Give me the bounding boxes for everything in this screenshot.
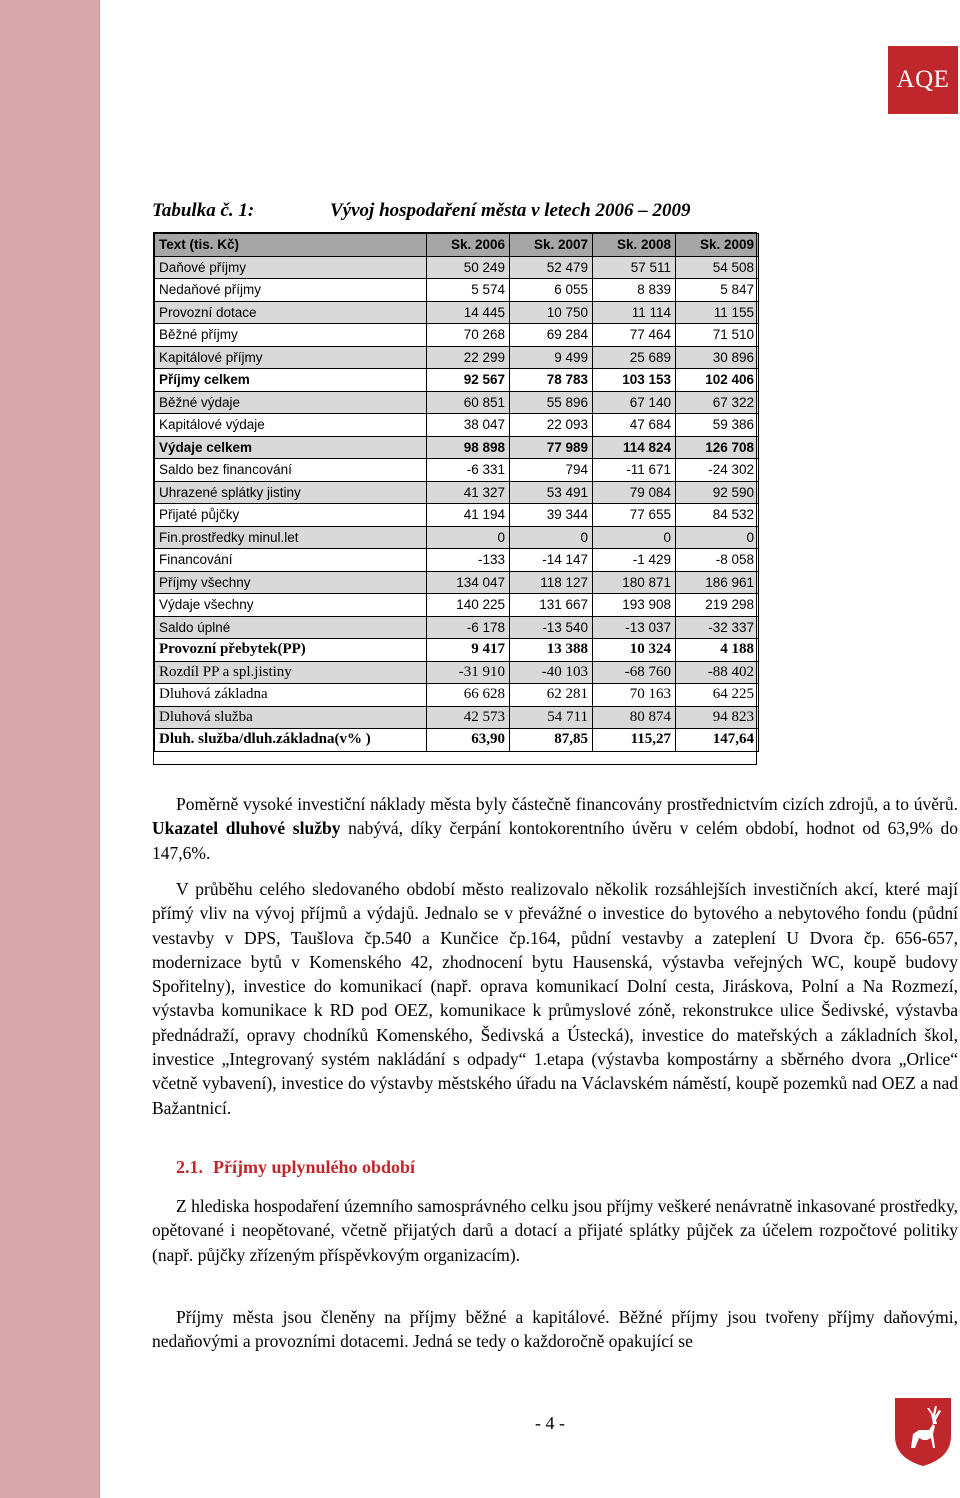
paragraph-text: Poměrně vysoké investiční náklady města byly částečně financovány prostřednictvím cizích zdrojů, a to úvěrů. <box>176 794 958 814</box>
row-value-cell: 9 417 <box>427 639 510 662</box>
row-value-cell: -1 429 <box>593 549 676 572</box>
row-label-cell: Kapitálové příjmy <box>155 346 427 369</box>
row-value-cell: 4 188 <box>676 639 759 662</box>
row-value-cell: 67 140 <box>593 391 676 414</box>
header-cell: Text (tis. Kč) <box>155 234 427 257</box>
row-value-cell: 70 268 <box>427 324 510 347</box>
row-value-cell: 11 155 <box>676 301 759 324</box>
row-value-cell: 94 823 <box>676 706 759 729</box>
row-value-cell: 193 908 <box>593 594 676 617</box>
row-value-cell: 5 574 <box>427 279 510 302</box>
row-value-cell: 126 708 <box>676 436 759 459</box>
row-label-cell: Běžné výdaje <box>155 391 427 414</box>
header-cell: Sk. 2008 <box>593 234 676 257</box>
row-label-cell: Kapitálové výdaje <box>155 414 427 437</box>
row-value-cell: 53 491 <box>510 481 593 504</box>
header-cell: Sk. 2009 <box>676 234 759 257</box>
row-value-cell: 10 750 <box>510 301 593 324</box>
row-label-cell: Příjmy všechny <box>155 571 427 594</box>
table-row <box>155 684 759 707</box>
row-label-cell: Saldo bez financování <box>155 459 427 482</box>
row-label-cell: Provozní přebytek(PP) <box>155 639 427 662</box>
row-value-cell: 41 327 <box>427 481 510 504</box>
row-value-cell: 57 511 <box>593 256 676 279</box>
row-value-cell: 47 684 <box>593 414 676 437</box>
row-value-cell: 22 299 <box>427 346 510 369</box>
row-value-cell: 50 249 <box>427 256 510 279</box>
row-value-cell: -6 331 <box>427 459 510 482</box>
table-header-row <box>155 234 759 257</box>
row-value-cell: 5 847 <box>676 279 759 302</box>
paragraph-investments <box>152 877 958 1120</box>
table-row <box>155 301 759 324</box>
row-value-cell: 794 <box>510 459 593 482</box>
row-value-cell: 77 464 <box>593 324 676 347</box>
row-value-cell: 77 989 <box>510 436 593 459</box>
row-label-cell: Výdaje celkem <box>155 436 427 459</box>
row-value-cell: 71 510 <box>676 324 759 347</box>
row-value-cell: -13 037 <box>593 616 676 639</box>
row-value-cell: 103 153 <box>593 369 676 392</box>
row-value-cell: 39 344 <box>510 504 593 527</box>
row-value-cell: 186 961 <box>676 571 759 594</box>
row-value-cell: 79 084 <box>593 481 676 504</box>
row-value-cell: 8 839 <box>593 279 676 302</box>
row-value-cell: 9 499 <box>510 346 593 369</box>
section-number: 2.1. <box>176 1157 203 1177</box>
row-value-cell: -40 103 <box>510 661 593 684</box>
row-value-cell: 41 194 <box>427 504 510 527</box>
row-label-cell: Výdaje všechny <box>155 594 427 617</box>
row-value-cell: 140 225 <box>427 594 510 617</box>
row-value-cell: 77 655 <box>593 504 676 527</box>
table-row <box>155 324 759 347</box>
row-label-cell: Dluhová služba <box>155 706 427 729</box>
paragraph-revenue-definition <box>152 1194 958 1267</box>
table-row <box>155 661 759 684</box>
paragraph-text: V průběhu celého sledovaného období město realizovalo několik rozsáhlejších investičních akcí, které mají přímý vliv na vývoj příjmů a výdajů. Jednalo se v převážné o investice do bytového a nebytového fondu (půdní vestavby v DPS, Taušlova čp.540 a Kunčice čp.164, půdní vestavby a zateplení U Dvora čp. 656-657, modernizace bytů v Komenského 42, zhodnocení bytu Hausenská, výstavba veřejných WC, koupě budovy Spořitelny), investice do komunikací (např. oprava komunikací Dolní cesta, Jiráskova, Polní a Na Rozmezí, výstavba komunikace k RD pod OEZ, komunikace k průmyslové zóně, rekonstrukce ulice Šedivské, výstavba přednádraží, opravy chodníků Komenského, Šedivská a Ústecká), investice do mateřských a základních škol, investice „Integrovaný systém nakládání s odpady“ 1.etapa (výstavba kompostárny a sběrného dvora „Orlice“ včetně vybavení), investice do výstavby městského úřadu na Václavském náměstí, koupě pozemků nad OEZ a nad Bažantnicí. <box>152 879 958 1118</box>
aqe-logo: AQE <box>888 46 958 114</box>
row-value-cell: 14 445 <box>427 301 510 324</box>
row-label-cell: Daňové příjmy <box>155 256 427 279</box>
row-value-cell: 114 824 <box>593 436 676 459</box>
caption-label: Tabulka č. 1: <box>152 200 255 221</box>
row-value-cell: 63,90 <box>427 729 510 752</box>
section-heading <box>176 1157 415 1178</box>
paragraph-debt-service <box>152 792 958 865</box>
table-row <box>155 504 759 527</box>
row-label-cell: Nedaňové příjmy <box>155 279 427 302</box>
row-value-cell: 62 281 <box>510 684 593 707</box>
row-value-cell: 67 322 <box>676 391 759 414</box>
row-value-cell: -13 540 <box>510 616 593 639</box>
row-value-cell: 25 689 <box>593 346 676 369</box>
row-value-cell: -32 337 <box>676 616 759 639</box>
table-row <box>155 279 759 302</box>
row-value-cell: 98 898 <box>427 436 510 459</box>
row-value-cell: 102 406 <box>676 369 759 392</box>
row-value-cell: 10 324 <box>593 639 676 662</box>
row-label-cell: Financování <box>155 549 427 572</box>
row-value-cell: -6 178 <box>427 616 510 639</box>
table-row <box>155 391 759 414</box>
row-label-cell: Dluh. služba/dluh.základna(v% ) <box>155 729 427 752</box>
row-value-cell: 66 628 <box>427 684 510 707</box>
row-label-cell: Uhrazené splátky jistiny <box>155 481 427 504</box>
caption-title: Vývoj hospodaření města v letech 2006 – 2009 <box>330 200 691 221</box>
row-value-cell: 0 <box>676 526 759 549</box>
row-value-cell: 42 573 <box>427 706 510 729</box>
table-row <box>155 256 759 279</box>
header-cell: Sk. 2006 <box>427 234 510 257</box>
paragraph-text: Z hlediska hospodaření územního samosprávného celku jsou příjmy veškeré nenávratně inkasované prostředky, opětované i neopětované, včetně přijatých darů a dotací a přijaté splátky půjček za účelem rozpočtové politiky (např. půjčky zřízeným příspěvkovým organizacím). <box>152 1196 958 1265</box>
row-value-cell: -8 058 <box>676 549 759 572</box>
row-label-cell: Dluhová základna <box>155 684 427 707</box>
row-value-cell: 134 047 <box>427 571 510 594</box>
row-value-cell: 70 163 <box>593 684 676 707</box>
row-value-cell: 69 284 <box>510 324 593 347</box>
table-row <box>155 346 759 369</box>
table-row <box>155 369 759 392</box>
paragraph-emphasis: Ukazatel dluhové služby <box>152 818 341 839</box>
left-margin-band <box>0 0 100 1498</box>
row-value-cell: 59 386 <box>676 414 759 437</box>
row-label-cell: Fin.prostředky minul.let <box>155 526 427 549</box>
row-label-cell: Přijaté půjčky <box>155 504 427 527</box>
table-row <box>155 526 759 549</box>
row-value-cell: 11 114 <box>593 301 676 324</box>
row-value-cell: 30 896 <box>676 346 759 369</box>
row-value-cell: 0 <box>510 526 593 549</box>
table-row <box>155 459 759 482</box>
table-row <box>155 549 759 572</box>
row-value-cell: 219 298 <box>676 594 759 617</box>
row-value-cell: -31 910 <box>427 661 510 684</box>
finance-table <box>154 233 759 752</box>
section-title: Příjmy uplynulého období <box>213 1157 416 1177</box>
row-value-cell: -11 671 <box>593 459 676 482</box>
row-value-cell: 147,64 <box>676 729 759 752</box>
paragraph-text: nabývá, díky čerpání kontokorentního úvěru v celém období, hodnot od 63,9% do 147,6%. <box>152 818 959 863</box>
table-row <box>155 729 759 752</box>
row-label-cell: Rozdíl PP a spl.jistiny <box>155 661 427 684</box>
row-value-cell: 52 479 <box>510 256 593 279</box>
row-value-cell: 115,27 <box>593 729 676 752</box>
row-value-cell: 80 874 <box>593 706 676 729</box>
row-value-cell: -24 302 <box>676 459 759 482</box>
page-number: - 4 - <box>535 1413 565 1433</box>
row-value-cell: -14 147 <box>510 549 593 572</box>
table-row <box>155 414 759 437</box>
row-value-cell: 0 <box>427 526 510 549</box>
row-value-cell: -68 760 <box>593 661 676 684</box>
row-value-cell: 87,85 <box>510 729 593 752</box>
table-row <box>155 616 759 639</box>
table-row <box>155 571 759 594</box>
row-value-cell: 54 711 <box>510 706 593 729</box>
row-value-cell: 55 896 <box>510 391 593 414</box>
row-value-cell: 22 093 <box>510 414 593 437</box>
row-value-cell: 180 871 <box>593 571 676 594</box>
row-value-cell: 92 567 <box>427 369 510 392</box>
table-row <box>155 594 759 617</box>
town-crest-icon <box>893 1396 953 1468</box>
row-value-cell: 118 127 <box>510 571 593 594</box>
row-value-cell: 6 055 <box>510 279 593 302</box>
row-value-cell: 92 590 <box>676 481 759 504</box>
row-value-cell: -133 <box>427 549 510 572</box>
row-value-cell: 13 388 <box>510 639 593 662</box>
row-value-cell: 64 225 <box>676 684 759 707</box>
row-value-cell: 131 667 <box>510 594 593 617</box>
row-value-cell: 78 783 <box>510 369 593 392</box>
table-row <box>155 481 759 504</box>
row-value-cell: -88 402 <box>676 661 759 684</box>
row-value-cell: 84 532 <box>676 504 759 527</box>
row-label-cell: Příjmy celkem <box>155 369 427 392</box>
row-value-cell: 54 508 <box>676 256 759 279</box>
table-row <box>155 706 759 729</box>
table-row <box>155 436 759 459</box>
paragraph-text: Příjmy města jsou členěny na příjmy běžné a kapitálové. Běžné příjmy jsou tvořeny příjmy daňovými, nedaňovými a provozními dotacemi. Jedná se tedy o každoročně opakující se <box>152 1307 958 1352</box>
row-value-cell: 0 <box>593 526 676 549</box>
header-cell: Sk. 2007 <box>510 234 593 257</box>
paragraph-revenue-structure <box>152 1305 958 1354</box>
row-label-cell: Saldo úplné <box>155 616 427 639</box>
table-caption <box>152 200 691 222</box>
row-label-cell: Běžné příjmy <box>155 324 427 347</box>
row-label-cell: Provozní dotace <box>155 301 427 324</box>
row-value-cell: 38 047 <box>427 414 510 437</box>
table-row <box>155 639 759 662</box>
row-value-cell: 60 851 <box>427 391 510 414</box>
